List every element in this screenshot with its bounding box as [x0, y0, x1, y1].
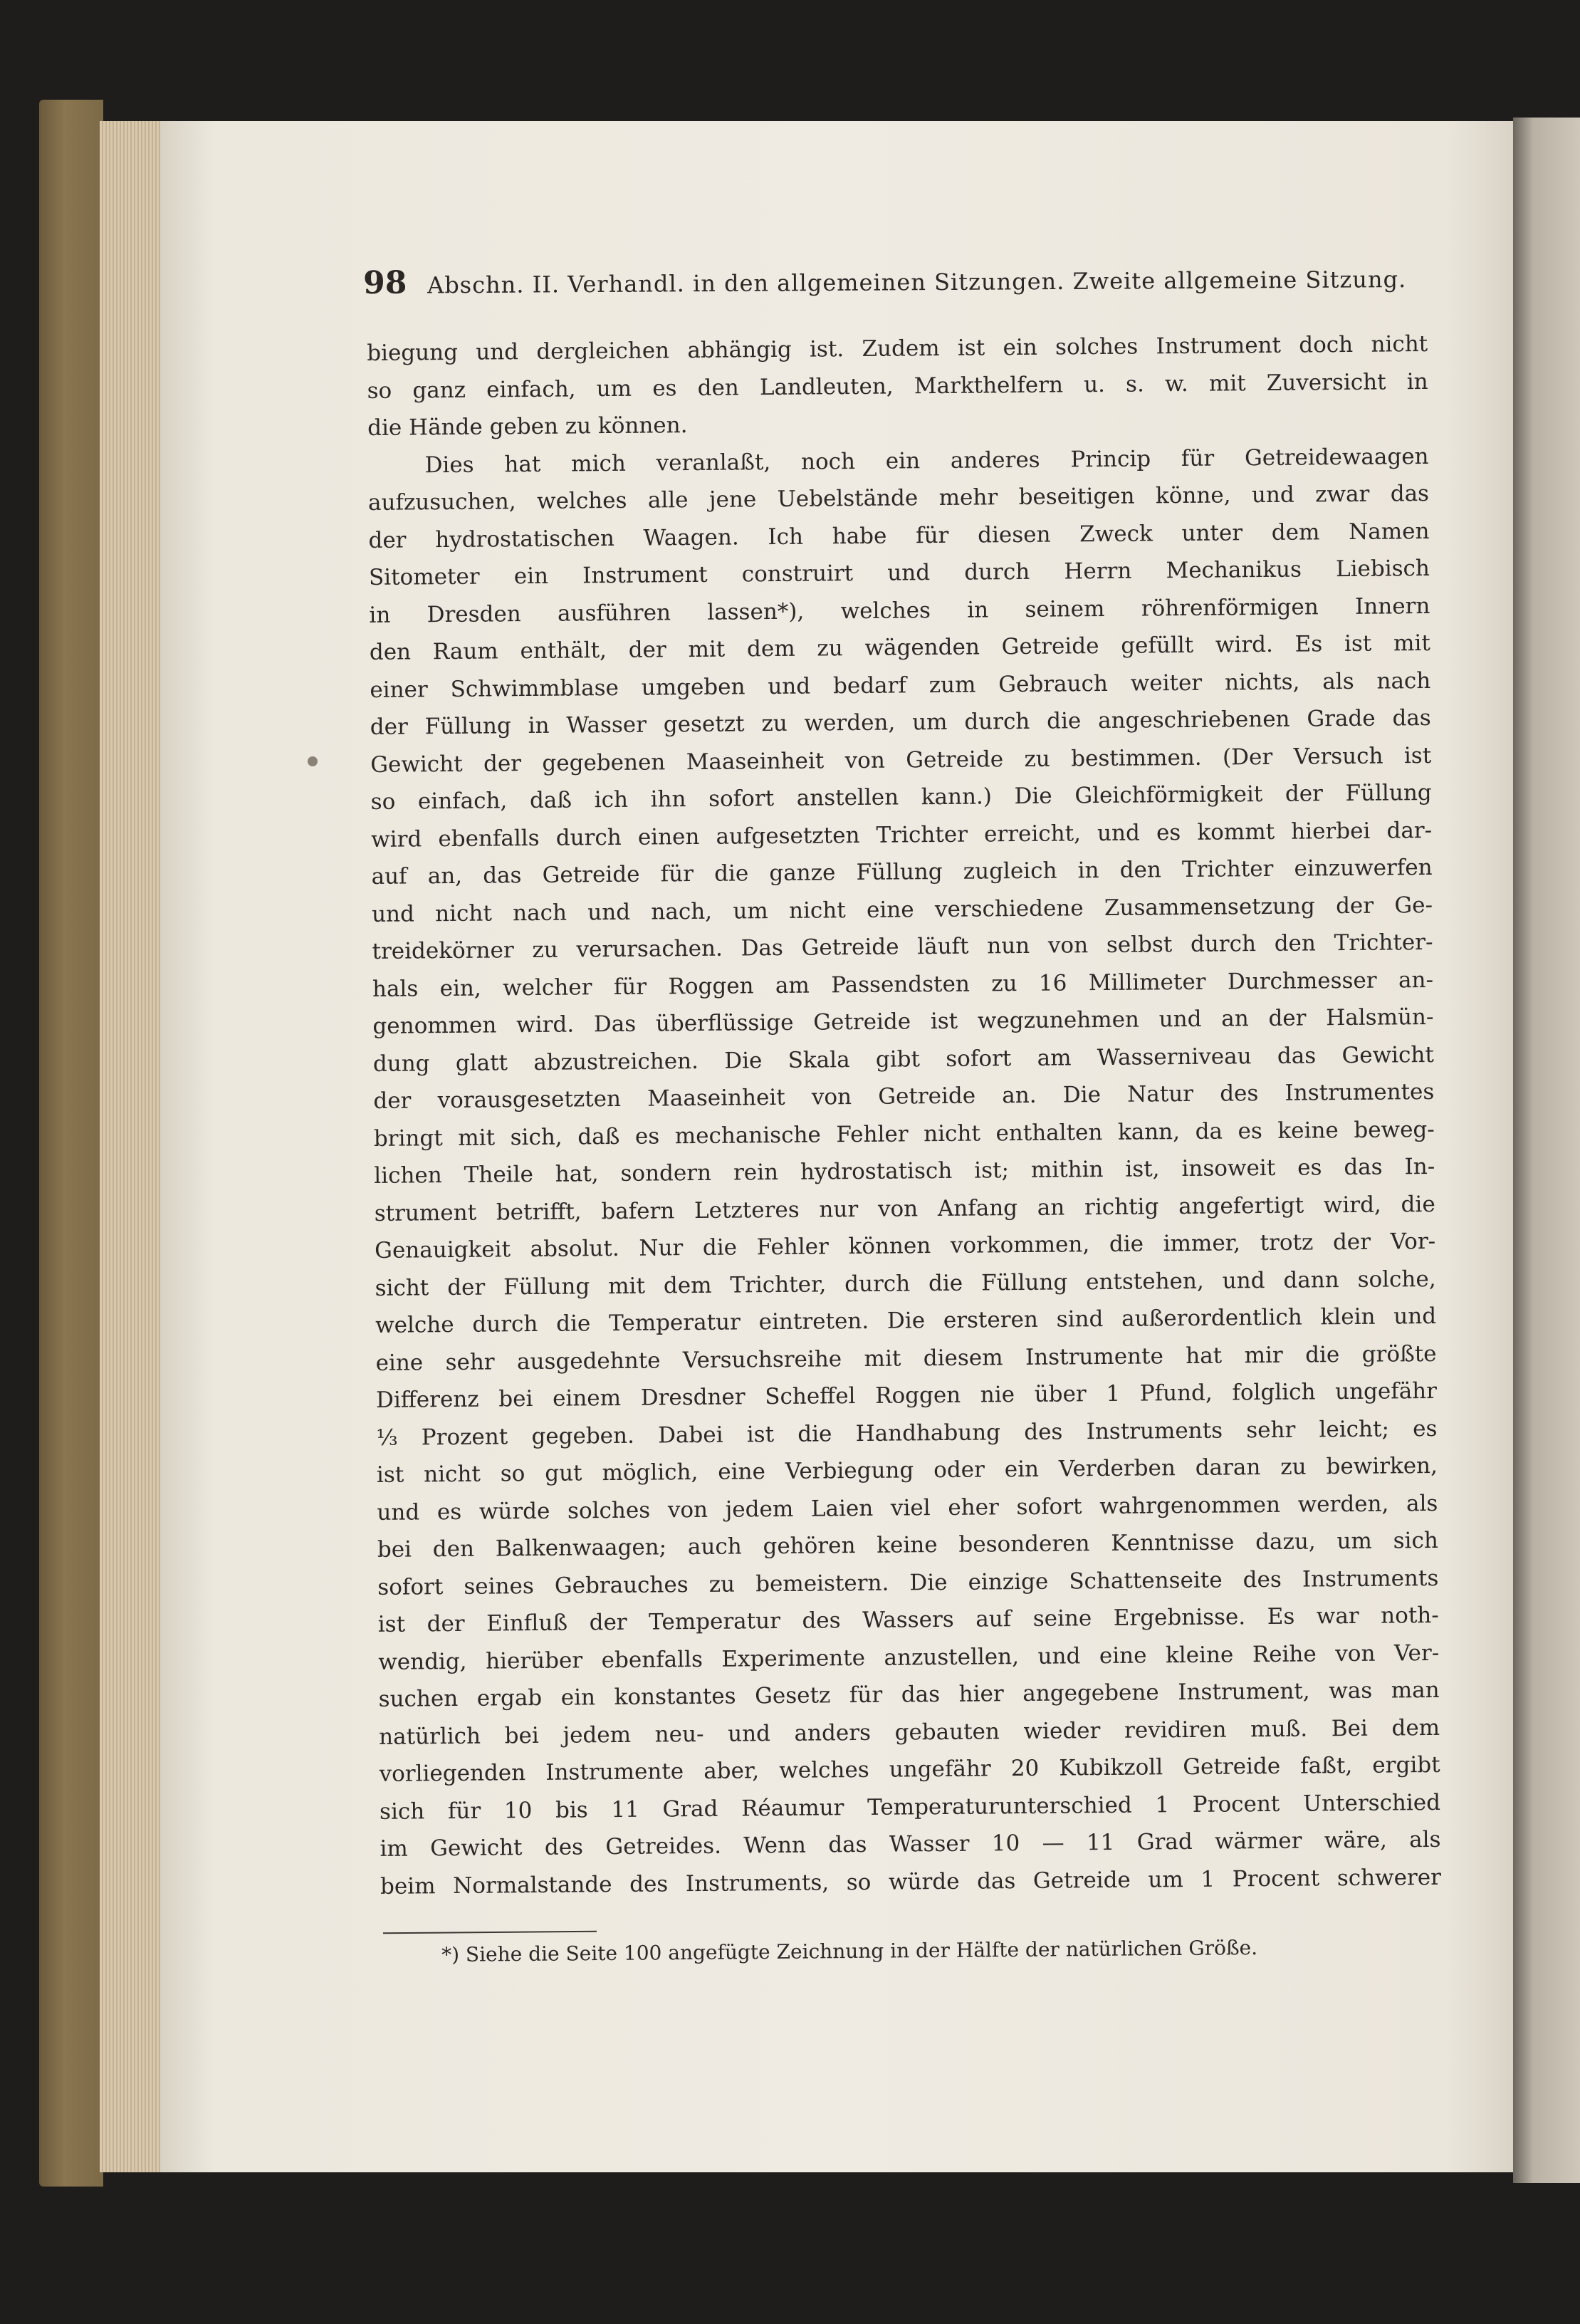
text-line: biegung und dergleichen abhängig ist. Zudem ist ein solches Instrument doch nicht	[367, 330, 1428, 366]
body-text	[367, 325, 1441, 1905]
text-line: bei den Balkenwaagen; auch gehören keine besonderen Kenntnisse dazu, um sich	[377, 1527, 1438, 1563]
text-line: im Gewicht des Getreides. Wenn das Wasser 10 — 11 Grad wärmer wäre, als	[380, 1826, 1441, 1862]
text-line: wird ebenfalls durch einen aufgesetzten Trichter erreicht, und es kommt hierbei dar-	[371, 817, 1433, 853]
text-line: in Dresden ausführen lassen*), welches in seinem röhrenförmigen Innern	[369, 593, 1430, 628]
next-page-edge	[1513, 118, 1580, 2183]
text-line: natürlich bei jedem neu- und anders gebauten wieder revidiren muß. Bei dem	[379, 1714, 1440, 1750]
text-line: Sitometer ein Instrument construirt und durch Herrn Mechanikus Liebisch	[368, 555, 1430, 590]
text-line: den Raum enthält, der mit dem zu wägenden Getreide gefüllt wird. Es ist mit	[369, 630, 1430, 665]
page-number: 98	[362, 264, 407, 301]
book-cover	[39, 100, 103, 2187]
text-line: welche durch die Temperatur eintreten. Die ersteren sind außerordentlich klein und	[375, 1303, 1437, 1338]
text-line: bringt mit sich, daß es mechanische Fehler nicht enthalten kann, da es keine beweg-	[373, 1116, 1435, 1152]
text-line: wendig, hierüber ebenfalls Experimente anzustellen, und eine kleine Reihe von Ver-	[378, 1640, 1440, 1675]
text-line: der vorausgesetzten Maaseinheit von Getreide an. Die Natur des Instrumentes	[373, 1078, 1435, 1114]
text-line: aufzusuchen, welches alle jene Uebelstände mehr beseitigen könne, und zwar das	[367, 480, 1430, 516]
text-line: so ganz einfach, um es den Landleuten, Markthelfern u. s. w. mit Zuversicht in	[367, 368, 1428, 404]
running-head: Abschn. II. Verhandl. in den allgemeinen Sitzungen. Zweite allgemeine Sitzung.	[427, 266, 1407, 299]
text-line: so einfach, daß ich ihn sofort anstellen kann.) Die Gleichförmigkeit der Füllung	[370, 779, 1432, 815]
text-line: dung glatt abzustreichen. Die Skala gibt sofort am Wasserniveau das Gewicht	[372, 1041, 1435, 1077]
text-line: hals ein, welcher für Roggen am Passendsten zu 16 Millimeter Durchmesser an-	[372, 966, 1434, 1002]
text-line: auf an, das Getreide für die ganze Füllung zugleich in den Trichter einzuwerfen	[371, 854, 1433, 890]
text-line: Dies hat mich veranlaßt, noch ein anderes Princip für Getreidewaagen	[424, 443, 1429, 478]
text-line: ist nicht so gut möglich, eine Verbiegung oder ein Verderben daran zu bewirken,	[376, 1452, 1438, 1488]
page-edges	[100, 121, 164, 2172]
text-line: sicht der Füllung mit dem Trichter, durch die Füllung entstehen, und dann solche,	[375, 1266, 1436, 1301]
margin-mark	[308, 756, 318, 766]
text-line: und es würde solches von jedem Laien viel eher sofort wahrgenommen werden, als	[377, 1490, 1438, 1526]
text-line: strument betrifft, bafern Letzteres nur von Anfang an richtig angefertigt wird, die	[374, 1191, 1435, 1226]
text-line: sofort seines Gebrauches zu bemeistern. Die einzige Schattenseite des Instruments	[377, 1565, 1439, 1600]
text-line: genommen wird. Das überflüssige Getreide ist wegzunehmen und an der Halsmün-	[372, 1004, 1434, 1039]
text-line: treidekörner zu verursachen. Das Getreide läuft nun von selbst durch den Trichter-	[372, 929, 1433, 964]
text-line: der Füllung in Wasser gesetzt zu werden, um durch die angeschriebenen Grade das	[370, 704, 1431, 740]
text-line: ist der Einfluß der Temperatur des Wassers auf seine Ergebnisse. Es war noth-	[377, 1602, 1439, 1637]
text-line: sich für 10 bis 11 Grad Réaumur Temperaturunterschied 1 Procent Unterschied	[379, 1789, 1441, 1825]
text-line: beim Normalstande des Instruments, so würde das Getreide um 1 Procent schwerer	[380, 1864, 1442, 1900]
page-header	[363, 263, 1431, 312]
text-line: vorliegenden Instrumente aber, welches ungefähr 20 Kubikzoll Getreide faßt, ergibt	[379, 1751, 1440, 1787]
text-line: Gewicht der gegebenen Maaseinheit von Getreide zu bestimmen. (Der Versuch ist	[370, 742, 1432, 778]
text-line: suchen ergab ein konstantes Gesetz für das hier angegebene Instrument, was man	[378, 1677, 1440, 1712]
text-line: und nicht nach und nach, um nicht eine verschiedene Zusammensetzung der Ge-	[371, 892, 1433, 927]
text-line: eine sehr ausgedehnte Versuchsreihe mit diesem Instrumente hat mir die größte	[375, 1340, 1437, 1376]
text-line: Genauigkeit absolut. Nur die Fehler können vorkommen, die immer, trotz der Vor-	[375, 1228, 1436, 1263]
text-line: lichen Theile hat, sondern rein hydrostatisch ist; mithin ist, insoweit es das In-	[374, 1153, 1435, 1189]
text-line: einer Schwimmblase umgeben und bedarf zum Gebrauch weiter nichts, als nach	[370, 667, 1431, 703]
footnote: *) Siehe die Seite 100 angefügte Zeichnung in der Hälfte der natürlichen Größe.	[441, 1935, 1258, 1966]
text-line: ⅓ Prozent gegeben. Dabei ist die Handhabung des Instruments sehr leicht; es	[376, 1415, 1438, 1451]
text-line: der hydrostatischen Waagen. Ich habe für diesen Zweck unter dem Namen	[368, 518, 1430, 553]
text-line: die Hände geben zu können.	[367, 412, 688, 441]
text-line: Differenz bei einem Dresdner Scheffel Roggen nie über 1 Pfund, folglich ungefähr	[375, 1377, 1438, 1413]
